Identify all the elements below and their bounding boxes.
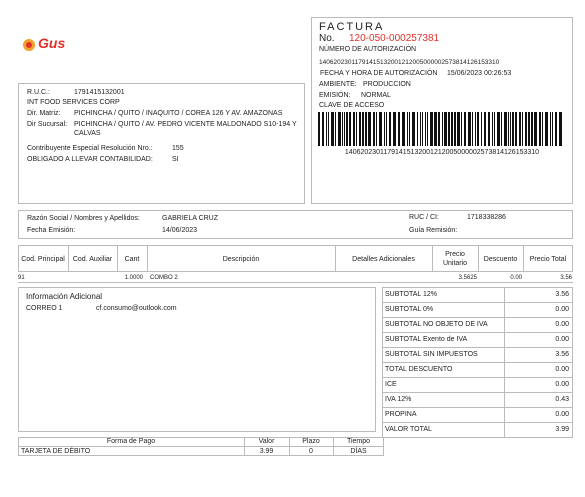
totals-label: TOTAL DESCUENTO — [385, 366, 453, 373]
barcode-number: 1406202301179141513200121200500000257381412615331​0 — [344, 149, 540, 156]
barcode-bar — [492, 112, 493, 146]
barcode-bar — [522, 112, 523, 146]
matriz-value: PICHINCHA / QUITO / INAQUITO / COREA 126 Y AV. AMAZONAS — [74, 110, 283, 117]
invoice-title: FACTURA — [319, 21, 385, 33]
barcode-bar — [438, 112, 440, 146]
barcode-bar — [497, 112, 500, 146]
col-cant: Cant — [124, 256, 140, 263]
barcode-bar — [454, 112, 456, 146]
auth-datetime-label: FECHA Y HORA DE AUTORIZACIÓN — [320, 70, 438, 77]
barcode-bar — [539, 112, 541, 146]
client-name: GABRIELA CRUZ — [162, 215, 219, 222]
totals-value: 0.00 — [555, 306, 569, 313]
barcode-bar — [512, 112, 514, 146]
invoice-number: 120-050-000257381 — [349, 33, 440, 44]
barcode-bar — [417, 112, 418, 146]
col-precio-unitario-1: Precio — [445, 251, 465, 258]
barcode-bar — [425, 112, 426, 146]
totals-label: SUBTOTAL 12% — [385, 291, 438, 298]
barcode-bar — [412, 112, 415, 146]
barcode-bar — [484, 112, 486, 146]
totals-value: 0.00 — [555, 321, 569, 328]
barcode-bar — [510, 112, 511, 146]
sucursal-label: Dir Sucursal: — [27, 121, 68, 128]
barcode-bar — [451, 112, 453, 146]
auth-label: NÚMERO DE AUTORIZACIÓN — [319, 46, 417, 53]
ruc-label: R.U.C.: — [27, 89, 50, 96]
barcode-bar — [398, 112, 400, 146]
barcode-bar — [488, 112, 490, 146]
barcode-bar — [365, 112, 367, 146]
totals-label: SUBTOTAL Exento de IVA — [385, 336, 468, 343]
barcode-bar — [501, 112, 502, 146]
logo-text: Gus — [38, 35, 66, 51]
barcode-bar — [531, 112, 533, 146]
invoice-no-label: No. — [319, 33, 335, 44]
item-precio-unitario: 3.5625 — [458, 275, 477, 281]
barcode-bar — [461, 112, 462, 146]
barcode-bar — [545, 112, 548, 146]
barcode-bar — [338, 112, 341, 146]
col-precio-unitario-2: Unitario — [442, 260, 468, 267]
barcode-bar — [409, 112, 410, 146]
col-precio-total: Precio Total — [529, 256, 567, 263]
totals-label: SUBTOTAL NO OBJETO DE IVA — [385, 321, 488, 328]
matriz-label: Dir. Matriz: — [27, 110, 61, 117]
barcode-bar — [342, 112, 343, 146]
totals-value: 3.56 — [555, 351, 569, 358]
client-date: 14/06/2023 — [162, 227, 198, 234]
additional-info-title: Información Adicional — [26, 292, 103, 301]
barcode-bar — [326, 112, 327, 146]
col-descuento: Descuento — [483, 256, 518, 263]
emision-label: EMISIÓN: — [319, 92, 351, 99]
totals-label: SUBTOTAL 0% — [385, 306, 434, 313]
totals-value: 3.56 — [555, 291, 569, 298]
item-descuento: 0.00 — [510, 275, 522, 281]
barcode-bar — [359, 112, 361, 146]
additional-info-box — [18, 287, 376, 432]
col-cod-principal: Cod. Principal — [21, 256, 65, 263]
client-ruc: 1718338286 — [467, 214, 506, 221]
barcode-bar — [356, 112, 357, 146]
correo-value: cf.consumo@outlook.com — [96, 305, 177, 312]
payment-header-plazo: Plazo — [302, 438, 320, 445]
barcode-bar — [442, 112, 443, 146]
barcode-bar — [494, 112, 495, 146]
col-cod-auxiliar: Cod. Auxiliar — [72, 256, 113, 263]
barcode-bar — [368, 112, 371, 146]
barcode-bar — [528, 112, 530, 146]
payment-header-forma: Forma de Pago — [106, 438, 156, 445]
auth-number: 1406202301179141513200121200500000257381412615331​0 — [319, 59, 500, 66]
sucursal-value-1: PICHINCHA / QUITO / AV. PEDRO VICENTE MALDONADO S10-194 Y — [74, 121, 297, 128]
barcode-bar — [552, 112, 553, 146]
barcode-bar — [550, 112, 551, 146]
barcode-bar — [373, 112, 375, 146]
item-precio-total: 3.56 — [560, 275, 572, 281]
totals-value: 0.00 — [555, 366, 569, 373]
barcode-bar — [519, 112, 521, 146]
barcode-bar — [379, 112, 382, 146]
barcode-bar — [384, 112, 385, 146]
barcode-bar — [349, 112, 351, 146]
ambiente-label: AMBIENTE: — [319, 81, 357, 88]
totals-label: IVA 12% — [385, 396, 412, 403]
totals-value: 0.00 — [555, 336, 569, 343]
barcode-bar — [481, 112, 482, 146]
barcode-bar — [559, 112, 562, 146]
totals-value: 0.00 — [555, 381, 569, 388]
ambiente-value: PRODUCCION — [363, 81, 411, 88]
correo-label: CORREO 1 — [26, 305, 63, 312]
barcode-bar — [457, 112, 460, 146]
barcode-bar — [389, 112, 391, 146]
barcode-bar — [344, 112, 345, 146]
clave-label: CLAVE DE ACCESO — [319, 102, 385, 109]
barcode-bar — [362, 112, 364, 146]
issuer-name: INT FOOD SERVICES CORP — [27, 99, 120, 106]
ruc-value: 1791415132001 — [74, 89, 125, 96]
obligado-value: SI — [172, 156, 179, 163]
totals-value: 0.00 — [555, 411, 569, 418]
barcode-bar — [504, 112, 507, 146]
totals-label: PROPINA — [385, 411, 417, 418]
barcode-bar — [475, 112, 476, 146]
barcode-bar — [464, 112, 466, 146]
client-date-label: Fecha Emisión: — [27, 227, 76, 234]
totals-value: 0.43 — [555, 396, 569, 403]
barcode-bar — [407, 112, 408, 146]
payment-forma: TARJETA DE DÉBITO — [21, 448, 91, 455]
barcode-bar — [328, 112, 329, 146]
contrib-value: 155 — [172, 145, 184, 152]
totals-value: 3.99 — [555, 426, 569, 433]
payment-plazo: 0 — [309, 448, 313, 455]
barcode-bar — [542, 112, 543, 146]
totals-label: SUBTOTAL SIN IMPUESTOS — [385, 351, 478, 358]
barcode-bar — [515, 112, 517, 146]
totals-label: ICE — [385, 381, 397, 388]
barcode-bar — [346, 112, 348, 146]
barcode-bar — [430, 112, 433, 146]
barcode — [318, 112, 566, 146]
barcode-bar — [555, 112, 557, 146]
barcode-bar — [468, 112, 471, 146]
barcode-bar — [335, 112, 336, 146]
barcode-bar — [386, 112, 387, 146]
client-guia-label: Guía Remisión: — [409, 227, 458, 234]
barcode-bar — [376, 112, 377, 146]
emision-value: NORMAL — [361, 92, 391, 99]
barcode-bar — [444, 112, 447, 146]
item-cod-principal: 91 — [18, 275, 25, 281]
client-name-label: Razón Social / Nombres y Apellidos: — [27, 215, 140, 222]
barcode-bar — [420, 112, 421, 146]
item-cant: 1.0000 — [124, 275, 143, 281]
col-detalles: Detalles Adicionales — [352, 256, 415, 263]
sucursal-value-2: CALVAS — [74, 130, 101, 137]
barcode-bar — [318, 112, 320, 146]
totals-label: VALOR TOTAL — [385, 426, 432, 433]
col-descripcion: Descripción — [222, 256, 260, 263]
payment-header-valor: Valor — [258, 438, 275, 445]
contrib-label: Contribuyente Especial Resolución Nro.: — [27, 145, 153, 152]
barcode-bar — [331, 112, 334, 146]
payment-tiempo: DÍAS — [350, 448, 367, 455]
client-ruc-label: RUC / CI: — [409, 214, 439, 221]
payment-valor: 3.99 — [259, 448, 274, 455]
barcode-bar — [525, 112, 527, 146]
payment-header-tiempo: Tiempo — [346, 438, 371, 445]
barcode-bar — [448, 112, 450, 146]
barcode-bar — [508, 112, 509, 146]
barcode-bar — [434, 112, 437, 146]
barcode-bar — [472, 112, 473, 146]
barcode-bar — [322, 112, 324, 146]
barcode-bar — [393, 112, 396, 146]
obligado-label: OBLIGADO A LLEVAR CONTABILIDAD: — [27, 156, 153, 163]
barcode-bar — [353, 112, 355, 146]
barcode-bar — [427, 112, 428, 146]
barcode-bar — [534, 112, 537, 146]
item-descripcion: COMBO 2 — [150, 275, 178, 281]
auth-datetime: 15/06/2023 00:26:53 — [447, 70, 512, 77]
company-logo — [22, 36, 77, 54]
barcode-bar — [422, 112, 423, 146]
barcode-bar — [402, 112, 405, 146]
barcode-bar — [477, 112, 479, 146]
